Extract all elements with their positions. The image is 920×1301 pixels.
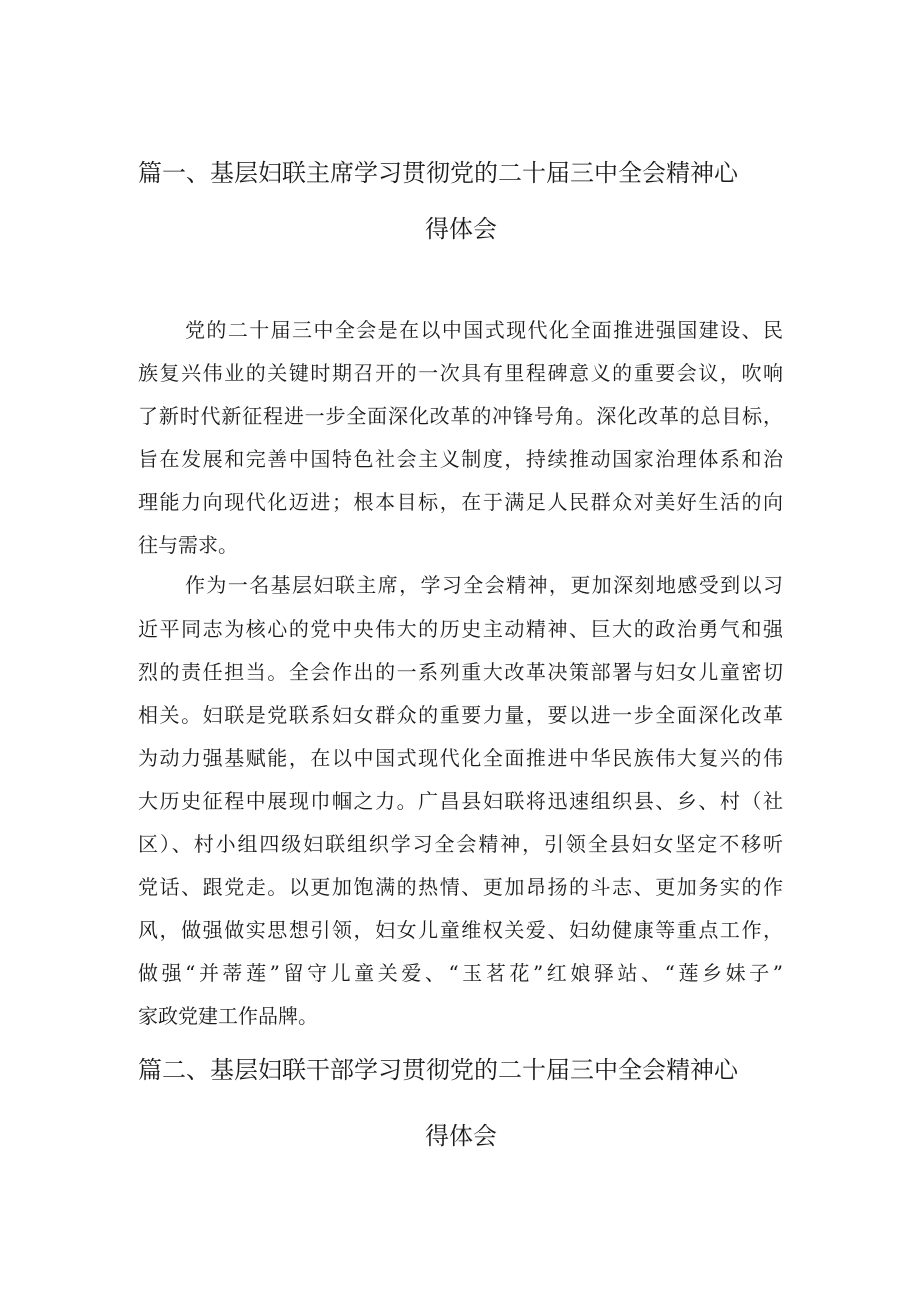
paragraph-line: 家政党建工作品牌。 <box>138 1004 318 1028</box>
paragraph-line: 为动力强基赋能，在以中国式现代化全面推进中华民族伟大复兴的伟 <box>138 746 783 770</box>
section2-title-line2: 得体会 <box>425 1122 497 1150</box>
paragraph-line: 作为一名基层妇联主席，学习全会精神，更加深刻地感受到以习 <box>185 573 783 597</box>
paragraph-line: 做强“并蒂莲”留守儿童关爱、“玉茗花”红娘驿站、“莲乡妹子” <box>138 961 783 985</box>
paragraph-line: 党的二十届三中全会是在以中国式现代化全面推进强国建设、民 <box>185 318 783 342</box>
paragraph-line: 区）、村小组四级妇联组织学习全会精神，引领全县妇女坚定不移听 <box>138 832 783 856</box>
paragraph-line: 理能力向现代化迈进；根本目标，在于满足人民群众对美好生活的向 <box>138 490 783 514</box>
paragraph-line: 党话、跟党走。以更加饱满的热情、更加昂扬的斗志、更加务实的作 <box>138 875 783 899</box>
section1-title-line1: 篇一、基层妇联主席学习贯彻党的二十届三中全会精神心 <box>138 159 738 187</box>
paragraph-line: 族复兴伟业的关键时期召开的一次具有里程碑意义的重要会议，吹响 <box>138 361 783 385</box>
paragraph-line: 了新时代新征程进一步全面深化改革的冲锋号角。深化改革的总目标， <box>138 404 783 428</box>
paragraph-line: 烈的责任担当。全会作出的一系列重大改革决策部署与妇女儿童密切 <box>138 660 783 684</box>
section1-title-line2: 得体会 <box>425 215 497 243</box>
paragraph-line: 近平同志为核心的党中央伟大的历史主动精神、巨大的政治勇气和强 <box>138 617 783 641</box>
paragraph-line: 风，做强做实思想引领，妇女儿童维权关爱、妇幼健康等重点工作， <box>138 918 783 942</box>
paragraph-line: 大历史征程中展现巾帼之力。广昌县妇联将迅速组织县、乡、村（社 <box>138 789 783 813</box>
paragraph-line: 相关。妇联是党联系妇女群众的重要力量，要以进一步全面深化改革 <box>138 703 783 727</box>
paragraph-line: 旨在发展和完善中国特色社会主义制度，持续推动国家治理体系和治 <box>138 447 783 471</box>
section2-title-line1: 篇二、基层妇联干部学习贯彻党的二十届三中全会精神心 <box>138 1056 738 1084</box>
paragraph-line: 往与需求。 <box>138 533 238 557</box>
